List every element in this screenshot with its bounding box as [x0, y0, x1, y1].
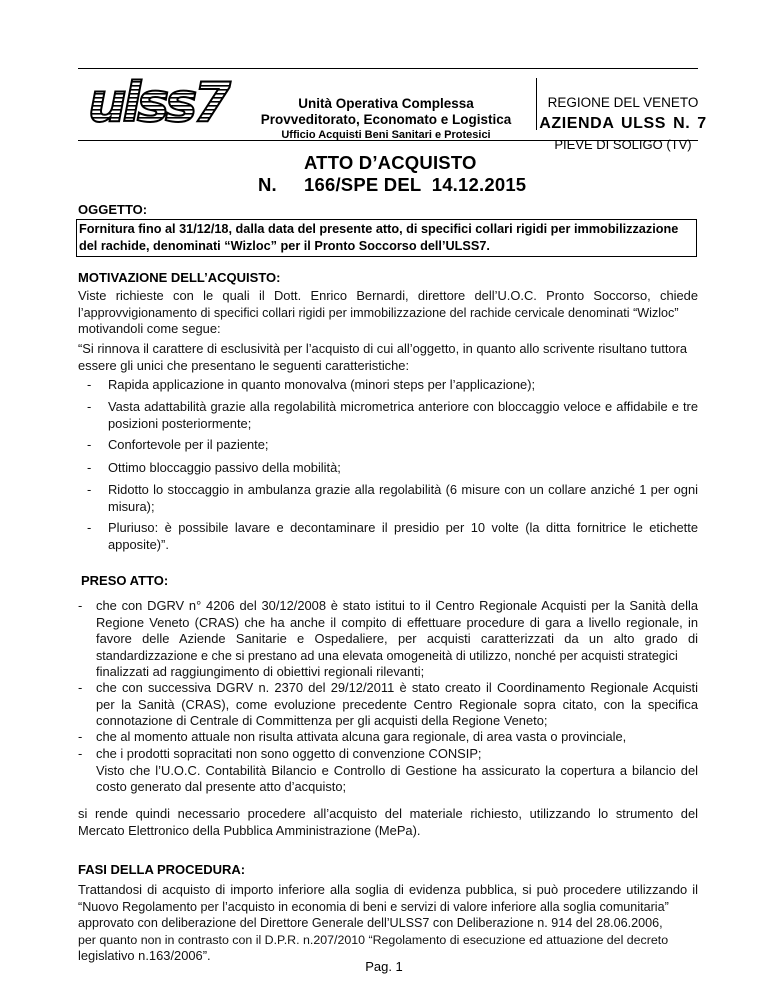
bullet-line: Rapida applicazione in quanto monovalva (minori steps per l’applicazione); [108, 377, 536, 392]
paragraph-line: “Si rinnova il carattere di esclusività per l’acquisto di cui all’oggetto, in quanto allo scrivente risultano tuttora [78, 341, 688, 356]
bullet-line: misura); [108, 498, 155, 514]
bullet-mark: - [87, 482, 92, 497]
item-line: per la Sanità (CRAS), come evoluzione precedente Centro Regionale sopra citato, con la specifica [96, 696, 698, 712]
document-number-prefix: N. [258, 174, 277, 195]
unit-department: Provveditorato, Economato e Logistica [260, 112, 512, 127]
bullet-item [108, 482, 698, 515]
bullet-line: Vasta adattabilità grazie alla regolabilità micrometrica anteriore con bloccaggio veloce e affidabile e tre [108, 399, 698, 414]
motivazione-paragraph-2 [78, 341, 698, 374]
item-line: che al momento attuale non risulta attivata alcuna gara regionale, di area vasta o provinciale, [96, 729, 627, 744]
azienda-name: AZIENDA ULSS N. 7 [539, 115, 707, 132]
paragraph-line: legislativo n.163/2006”. [78, 948, 211, 963]
item-line: che i prodotti sopracitati non sono oggetto di convenzione CONSIP; [96, 746, 482, 761]
unit-office: Ufficio Acquisti Beni Sanitari e Protesici [281, 129, 491, 141]
bullet-mark: - [87, 520, 92, 535]
fasi-label: FASI DELLA PROCEDURA: [78, 862, 246, 877]
paragraph-line: motivandoli come segue: [78, 321, 221, 336]
item-line: che con successiva DGRV n. 2370 del 29/12/2011 è stato creato il Coordinamento Regionale Acquisti [96, 680, 698, 695]
item-line: standardizzazione e che si prestano ad una elevata omogeneità di utilizzo, nonché per acquisti strategici [96, 648, 678, 663]
oggetto-line: Fornitura fino al 31/12/18, dalla data del presente atto, di specifici collari rigidi per immobilizzazione [79, 222, 679, 236]
item-line: Visto che l’U.O.C. Contabilità Bilancio e Controllo di Gestione ha assicurato la copertura a bilancio del [96, 762, 698, 778]
ulss7-logo [78, 69, 236, 133]
bullet-item [108, 377, 698, 394]
bullet-line: Ottimo bloccaggio passivo della mobilità; [108, 460, 341, 475]
paragraph-line: l’approvvigionamento di specifici collari rigidi per immobilizzazione del rachide cervicale denominati “Wizloc” [78, 305, 679, 320]
preso-atto-closing [78, 806, 698, 839]
preso-atto-label: PRESO ATTO: [81, 573, 169, 588]
oggetto-text [79, 221, 695, 254]
bullet-line: Pluriuso: è possibile lavare e decontaminare il presidio per 10 volte (la ditta fornitrice le etichette [108, 520, 698, 535]
motivazione-label: MOTIVAZIONE DELL’ACQUISTO: [78, 270, 281, 285]
dash-mark: - [78, 746, 83, 761]
bullet-mark: - [87, 460, 92, 475]
region-name: REGIONE DEL VENETO [547, 95, 699, 110]
paragraph-line: per quanto non in contrasto con il D.P.R. n.207/2010 “Regolamento di esecuzione ed attuazione del decreto [78, 932, 669, 947]
fasi-paragraph [78, 882, 698, 965]
item-line: costo generato dal presente atto d’acquisto; [96, 779, 347, 794]
bullet-line: posizioni posteriormente; [108, 415, 252, 431]
oggetto-label: OGGETTO: [78, 202, 148, 217]
bullet-mark: - [87, 377, 92, 392]
page-number: Pag. 1 [365, 959, 403, 974]
item-line: che con DGRV n° 4206 del 30/12/2008 è stato istitui to il Centro Regionale Acquisti per la Sanità della [96, 598, 698, 613]
document-title: ATTO D’ACQUISTO [304, 152, 477, 173]
bullet-mark: - [87, 437, 92, 452]
paragraph-line: “Nuovo Regolamento per l’acquisto in economia di beni e servizi di valore inferiore alla soglia comunitaria” [78, 899, 669, 914]
bullet-mark: - [87, 399, 92, 414]
bullet-line: apposite)”. [108, 536, 169, 552]
bullet-item [108, 460, 698, 477]
bullet-line: Confortevole per il paziente; [108, 437, 269, 452]
preso-atto-item [96, 680, 698, 730]
bullet-item [108, 437, 698, 454]
dash-mark: - [78, 598, 83, 613]
preso-atto-item [96, 746, 698, 796]
document-number: 166/SPE DEL 14.12.2015 [304, 174, 527, 195]
preso-atto-item [96, 729, 698, 746]
paragraph-line: essere gli unici che presentano le seguenti caratteristiche: [78, 357, 410, 373]
svg-text:ulss7: ulss7 [88, 71, 227, 133]
paragraph-line: si rende quindi necessario procedere all’acquisto del materiale richiesto, utilizzando lo strumento del [78, 806, 698, 821]
item-line: connotazione di Centrale di Committenza per gli acquisti della Regione Veneto; [96, 713, 548, 728]
paragraph-line: Trattandosi di acquisto di importo inferiore alla soglia di evidenza pubblica, si può procedere utilizzando il [78, 882, 698, 897]
paragraph-line: approvato con deliberazione del Direttore Generale dell’ULSS7 con Deliberazione n. 914 del 28.06.2006, [78, 916, 663, 930]
paragraph-line: Mercato Elettronico della Pubblica Amministrazione (MePa). [78, 822, 421, 838]
location-name: PIEVE DI SOLIGO (TV) [554, 137, 692, 152]
motivazione-paragraph-1 [78, 288, 698, 338]
bullet-line: Ridotto lo stoccaggio in ambulanza grazie alla regolabilità (6 misure con un collare anziché 1 per ogni [108, 482, 698, 497]
dash-mark: - [78, 680, 83, 695]
bullet-item [108, 399, 698, 432]
dash-mark: - [78, 729, 83, 744]
preso-atto-item [96, 598, 698, 681]
unit-name: Unità Operativa Complessa [298, 96, 474, 111]
bullet-item [108, 520, 698, 553]
item-line: finalizzati ad raggiungimento di obiettivi regionali rilevanti; [96, 664, 425, 679]
paragraph-line: Viste richieste con le quali il Dott. Enrico Bernardi, direttore dell’U.O.C. Pronto Soccorso, chiede [78, 288, 698, 303]
oggetto-line: del rachide, denominati “Wizloc” per il Pronto Soccorso dell’ULSS7. [79, 238, 490, 253]
item-line: favore delle Aziende Sanitarie e Ospedaliere, per acquisti caratterizzati da un alto grado di [96, 631, 698, 646]
item-line: Regione Veneto (CRAS) che ha anche il compito di effettuare procedure di gara a livello regionale, in [96, 614, 698, 630]
